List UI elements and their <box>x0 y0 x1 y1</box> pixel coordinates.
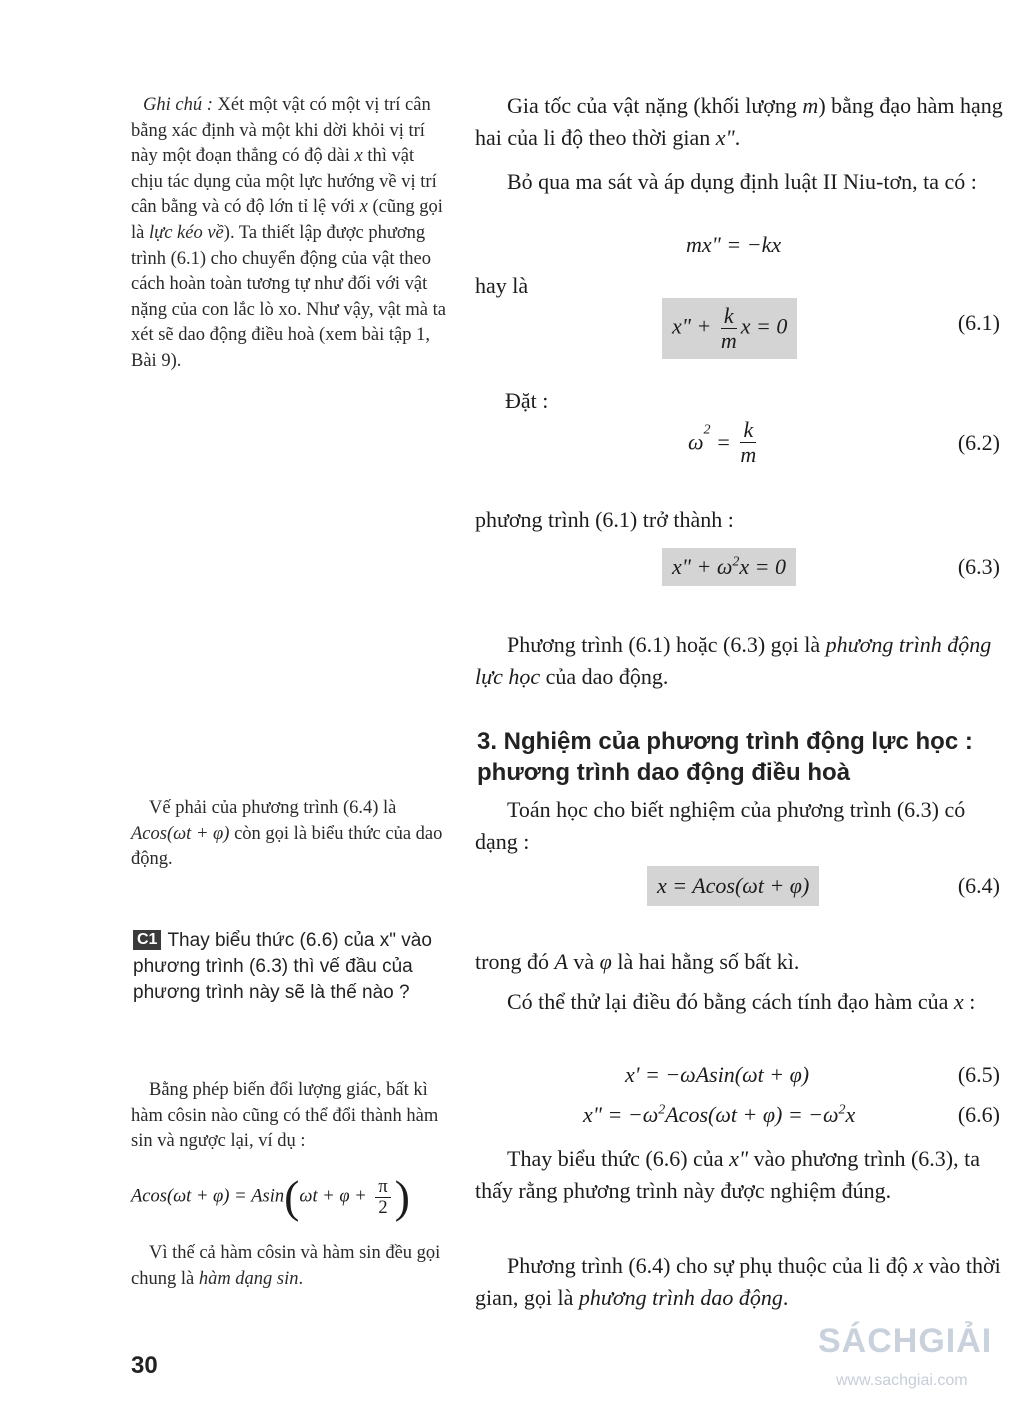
equation-6-6 <box>583 1102 855 1128</box>
equation-6-2 <box>688 418 760 467</box>
rhs-text: Vế phải của phương trình (6.4) là <box>149 798 397 818</box>
equation-6-2-row <box>475 418 1010 472</box>
text: Phương trình (6.4) cho sự phụ thuộc của li độ <box>507 1253 914 1278</box>
text: : <box>963 989 976 1014</box>
c1-text: Thay biểu thức (6.6) của x" vào phương trình (6.3) thì vế đầu của phương trình này sẽ là thế nào ? <box>133 930 432 1003</box>
watermark-logo <box>818 1322 1018 1402</box>
text: Phương trình (6.1) hoặc (6.3) gọi là <box>507 632 826 657</box>
equation-6-4-row <box>475 866 1010 912</box>
equation-6-1-row <box>475 300 1010 354</box>
k-over-m <box>721 304 737 353</box>
equation-6-1 <box>662 298 797 359</box>
note-text: ). Ta thiết lập được phương trình (6.1) cho chuyển động của vật theo cách hoàn toàn tương tự như đối với vật nặng của con lắc lò xo. Như vậy, vật mà ta xét sẽ dao động điều hoà (xem bài tập 1, Bài 9). <box>131 222 446 371</box>
note-text: (cũng gọi là <box>131 197 443 243</box>
note-label: Ghi chú : <box>143 95 213 115</box>
watermark-text: SÁCHGIẢI <box>818 1322 993 1360</box>
eq-part: x" + ω <box>672 554 733 579</box>
text: Có thể thử lại điều đó bằng cách tính đạo hàm của <box>507 989 954 1014</box>
eq-part: x = 0 <box>739 554 787 579</box>
label-dat: Đặt : <box>505 388 549 413</box>
var: A <box>554 949 568 974</box>
eq-part: ω <box>688 429 704 455</box>
text: trong đó <box>475 949 555 974</box>
final-term: hàm dạng sin <box>198 1268 299 1289</box>
eq-sup: 2 <box>838 1102 846 1118</box>
note-term: lực kéo về <box>148 222 224 243</box>
text: của dao động. <box>540 664 669 689</box>
eq-part: = <box>710 429 737 455</box>
eq-part: x" + <box>672 313 717 339</box>
side-rhs-note <box>131 796 449 873</box>
pi-over-two <box>375 1177 390 1218</box>
equation-number: (6.5) <box>957 1062 1000 1087</box>
equation-6-5: x' = −ωAsin(ωt + φ) <box>625 1062 810 1087</box>
text: Thay biểu thức (6.6) của <box>507 1146 730 1171</box>
c1-badge: C1 <box>133 930 161 950</box>
final-text: . <box>298 1268 304 1289</box>
frac-den: m <box>740 442 757 467</box>
eq-part: x <box>845 1102 856 1127</box>
text: vào phương trình (6.3), ta thấy rằng phương trình này được nghiệm đúng. <box>475 1146 980 1203</box>
trig-lhs: Acos(ωt + φ) = <box>131 1186 252 1207</box>
equation-number: (6.2) <box>957 430 1000 455</box>
frac-num: π <box>375 1177 390 1198</box>
paragraph-dynamics <box>475 629 1011 693</box>
trig-formula <box>131 1171 451 1222</box>
side-final-note <box>131 1241 449 1292</box>
paragraph-substitute <box>475 1143 1011 1207</box>
equation-6-4: x = Acos(ωt + φ) <box>647 866 819 906</box>
rhs-text: còn gọi là biểu thức của dao động. <box>131 823 443 870</box>
equation-number: (6.4) <box>957 873 1000 898</box>
frac-num: k <box>721 304 737 329</box>
paren-close: ) <box>394 1171 410 1222</box>
c1-question <box>133 928 453 1006</box>
note-text: Xét một vật có một vị trí cân bằng xác định và một khi dời khỏi vị trí này một đoạn thẳng có độ dài <box>131 95 431 167</box>
term: phương trình động lực học <box>475 632 992 689</box>
trig-rhs: Asin <box>251 1186 285 1207</box>
paragraph-derivative <box>475 986 1011 1018</box>
equation-number: (6.6) <box>957 1102 1000 1127</box>
equation-6-3-row <box>475 548 1010 592</box>
note-var: x <box>359 197 368 218</box>
note-text: thì vật chịu tác dụng của một lực hướng về vị trí cân bằng và có độ lớn tỉ lệ với <box>131 146 437 218</box>
text: ) bằng đạo hàm hạng hai của li độ theo thời gian <box>475 93 1003 150</box>
final-text: Vì thế cả hàm côsin và hàm sin đều gọi chung là <box>131 1243 441 1289</box>
paren-open: ( <box>284 1171 300 1222</box>
paragraph-oscillation-equation <box>475 1250 1011 1314</box>
frac-den: 2 <box>378 1197 388 1218</box>
text: . <box>782 1285 789 1310</box>
eq-sup: 2 <box>703 422 711 438</box>
eq-part: x = 0 <box>740 313 788 339</box>
page-number: 30 <box>131 1352 158 1379</box>
equation-newton: mx" = −kx <box>686 232 782 257</box>
frac-num: k <box>740 418 756 443</box>
var: m <box>802 93 819 118</box>
text: vào thời gian, gọi là <box>475 1253 1001 1310</box>
equation-number: (6.1) <box>957 310 1000 335</box>
k-over-m <box>740 418 756 467</box>
frac-den: m <box>720 328 737 353</box>
equation-6-3 <box>662 548 796 586</box>
paragraph-newton: Bỏ qua ma sát và áp dụng định luật II Niu-tơn, ta có : <box>507 169 977 194</box>
section-heading: 3. Nghiệm của phương trình động lực học : phương trình dao động điều hoà <box>477 728 973 786</box>
eq-sup: 2 <box>658 1102 666 1118</box>
equation-number: (6.3) <box>957 554 1000 579</box>
eq-sup: 2 <box>732 554 740 570</box>
var: φ <box>599 949 612 974</box>
var: x" <box>729 1146 749 1171</box>
watermark-url: www.sachgiai.com <box>836 1372 968 1389</box>
paragraph-constants <box>475 946 1011 978</box>
var: x <box>913 1253 924 1278</box>
var: x <box>953 989 964 1014</box>
eq-part: Acos(ωt + φ) = −ω <box>665 1102 839 1127</box>
trig-text: Bằng phép biến đổi lượng giác, bất kì hàm côsin nào cũng có thể đổi thành hàm sin và ngược lại, ví dụ : <box>131 1080 439 1152</box>
eq-part: x" = −ω <box>583 1102 659 1127</box>
paragraph-acceleration <box>475 90 1011 154</box>
var: x" <box>715 125 735 150</box>
note-var: x <box>354 146 363 167</box>
label-hay-la: hay là <box>475 273 529 298</box>
paragraph-solution: Toán học cho biết nghiệm của phương trình (6.3) có dạng : <box>475 797 966 854</box>
equation-6-5-row <box>475 1062 1010 1094</box>
side-note <box>131 93 449 375</box>
text: . <box>734 125 741 150</box>
equation-6-6-row <box>475 1102 1010 1134</box>
rhs-formula: Acos(ωt + φ) <box>131 823 230 844</box>
side-trig-note <box>131 1078 449 1155</box>
text: và <box>567 949 600 974</box>
text: là hai hằng số bất kì. <box>611 949 800 974</box>
term: phương trình dao động <box>578 1285 783 1310</box>
text: Gia tốc của vật nặng (khối lượng <box>507 93 803 118</box>
trig-rhs-inner: ωt + φ + <box>299 1186 372 1207</box>
paragraph-becomes: phương trình (6.1) trở thành : <box>475 507 734 532</box>
